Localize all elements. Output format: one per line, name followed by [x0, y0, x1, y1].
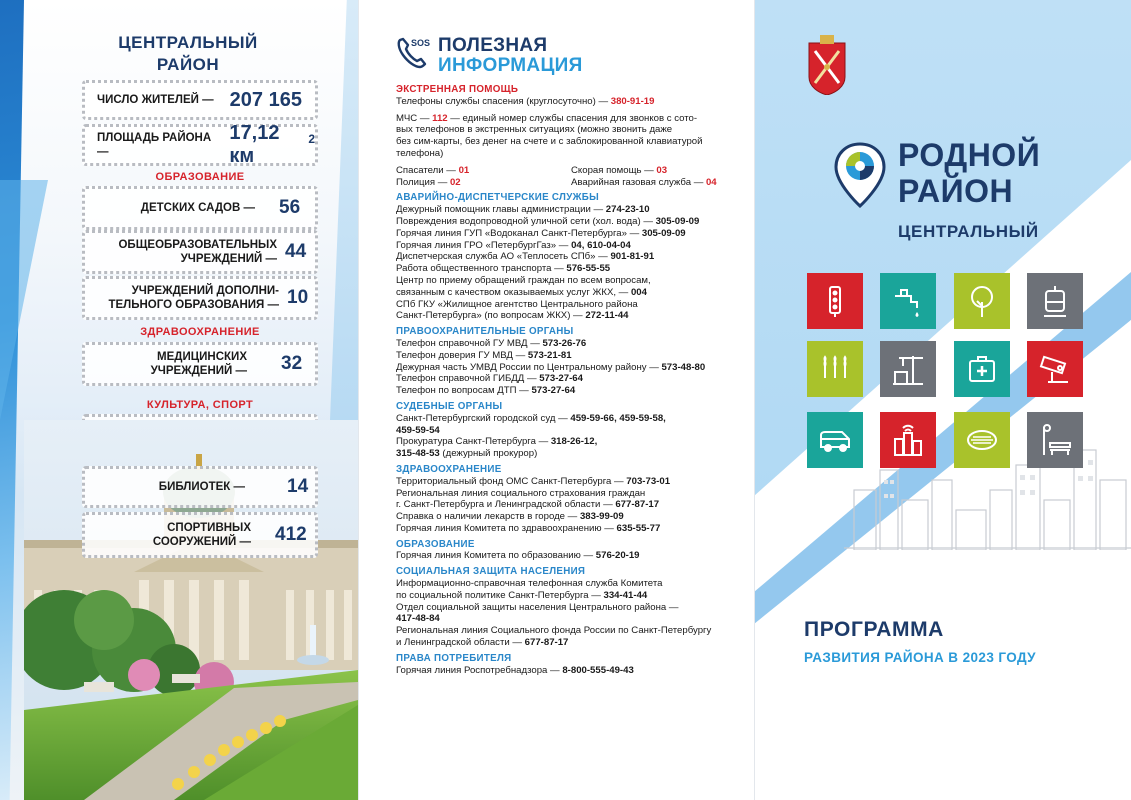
section-heading-emergency: ЭКСТРЕННАЯ ПОМОЩЬ	[396, 84, 519, 95]
quick-numbers	[396, 165, 746, 177]
info-line: Горячая линия Роспотребнадзора — 8-800-555-49-43	[396, 664, 634, 676]
info-line: Дежурный помощник главы администрации — 274-23-10	[396, 204, 650, 216]
info-line: Телефон справочной ГИБДД — 573-27-64	[396, 373, 583, 385]
stat-value: 44	[285, 241, 307, 262]
tree-icon	[965, 284, 999, 318]
phone-number: 272-11-44	[585, 310, 629, 322]
brand-subtitle: ЦЕНТРАЛЬНЫЙ	[898, 222, 1039, 241]
phone-number: 677-87-17	[615, 499, 660, 511]
section-heading-culture: КУЛЬТУРА, СПОРТ	[146, 399, 254, 411]
info-line: Прокуратура Санкт-Петербурга — 318-26-12, 315-48-53 (дежурный прокурор)	[396, 436, 598, 460]
phone-number: 8-800-555-49-43	[562, 664, 634, 676]
tile-smart-city	[880, 412, 936, 468]
info-line: Горячая линия Комитета по здравоохранению — 635-55-77	[396, 522, 661, 534]
stat-extra-education	[82, 276, 318, 320]
program-subtitle: РАЗВИТИЯ РАЙОНА В 2023 ГОДУ	[804, 650, 1036, 665]
tile-tree	[954, 273, 1010, 329]
quick-number: Аварийная газовая служба — 04	[571, 176, 717, 188]
surveillance-camera-icon	[1038, 352, 1072, 386]
construction-crane-icon	[891, 352, 925, 386]
stat-libraries	[82, 466, 318, 508]
stat-area	[82, 124, 318, 166]
brand-title: РОДНОЙ РАЙОН	[898, 137, 1041, 209]
quick-numbers	[396, 177, 746, 189]
section-heading-health: ЗДРАВООХРАНЕНИЕ	[140, 326, 260, 338]
info-line: Телефон доверия ГУ МВД — 573-21-81	[396, 349, 572, 361]
tram-icon	[1038, 284, 1072, 318]
stat-label: ПЛОЩАДЬ РАЙОНА —	[97, 132, 212, 158]
info-line: Справка о наличии лекарств в городе — 383-99-09	[396, 511, 624, 523]
info-line: Телефон справочной ГУ МВД — 573-26-76	[396, 337, 587, 349]
info-line: Информационно-справочная телефонная служба Комитета по социальной политике Санкт-Петербурга — 334-41-44	[396, 578, 663, 601]
manhole-icon	[965, 423, 999, 457]
section-heading: ЗДРАВООХРАНЕНИЕ	[396, 463, 502, 475]
coat-of-arms-icon	[807, 33, 847, 95]
info-content	[396, 84, 746, 676]
info-line: Горячая линия Комитета по образованию — 576-20-19	[396, 550, 640, 562]
tile-flowers	[807, 341, 863, 397]
tile-minibus	[807, 412, 863, 468]
phone-number: 573-26-76	[542, 337, 587, 349]
info-line: Горячая линия ГРО «ПетербургГаз» — 04, 610-04-04	[396, 239, 631, 251]
info-line: Телефон по вопросам ДТП — 573-27-64	[396, 385, 576, 397]
stat-value: 10	[287, 287, 309, 308]
info-line: Региональная линия Социального фонда России по Санкт-Петербургу и Ленинградской области — 677-87-17	[396, 625, 712, 649]
flowers-icon	[818, 352, 852, 386]
section-heading: ОБРАЗОВАНИЕ	[396, 538, 475, 550]
stat-label: ЧИСЛО ЖИТЕЛЕЙ —	[97, 94, 214, 106]
stat-label: ДЕТСКИХ САДОВ —	[140, 202, 255, 214]
phone-number: 703-73-01	[626, 475, 671, 487]
water-tap-icon	[891, 284, 925, 318]
info-line: Санкт-Петербургский городской суд — 459-59-66, 459-59-58, 459-59-54	[396, 412, 666, 436]
decorative-stripe	[330, 0, 358, 420]
stat-residents	[82, 80, 318, 120]
phone-number: 383-99-09	[579, 511, 624, 523]
stat-superscript: 2	[308, 132, 315, 146]
sos-label: SOS	[411, 38, 431, 48]
quick-number: Скорая помощь — 03	[571, 164, 668, 176]
stat-value: 56	[279, 197, 301, 218]
info-line: Региональная линия социального страхования граждан г. Санкт-Петербурга и Ленинградской области — 677-87-17	[396, 487, 660, 511]
stat-value: 207 165	[229, 88, 302, 111]
stat-value: 32	[281, 353, 303, 374]
program-title: ПРОГРАММА	[804, 618, 944, 641]
phone-number: 318-26-12, 315-48-53	[396, 436, 598, 460]
phone-number: 274-23-10	[605, 204, 650, 216]
tile-construction-crane	[880, 341, 936, 397]
info-line: Работа общественного транспорта — 576-55-55	[396, 263, 611, 275]
traffic-light-icon	[818, 284, 852, 318]
info-line: Телефоны службы спасения (круглосуточно) — 380-91-19	[396, 95, 655, 107]
info-line: Дежурная часть УМВД России по Центральному району — 573-48-80	[396, 361, 706, 373]
phone-number: 573-48-80	[661, 361, 706, 373]
phone-number: 573-27-64	[531, 385, 576, 397]
tile-first-aid-kit	[954, 341, 1010, 397]
cover-panel	[754, 0, 1131, 800]
stat-value: 14	[287, 476, 309, 497]
info-line: МЧС — 112 — единый номер службы спасения для звонков с сото- вых телефонов в экстренных ситуациях (можно звонить даже без сим-карты, без денег на счете и с заблокированной клавиатурой телефона)	[396, 112, 703, 159]
info-line: Горячая линия ГУП «Водоканал Санкт-Петербурга» — 305-09-09	[396, 227, 686, 239]
section-heading: ПРАВООХРАНИТЕЛЬНЫЕ ОРГАНЫ	[396, 326, 574, 338]
section-heading: ПРАВА ПОТРЕБИТЕЛЯ	[396, 652, 512, 664]
street-bench-icon	[1038, 423, 1072, 457]
minibus-icon	[818, 423, 852, 457]
tile-street-bench	[1027, 412, 1083, 468]
phone-number: 004	[630, 286, 647, 298]
phone-sos-icon	[394, 34, 432, 72]
phone-number: 417-48-84	[396, 613, 440, 625]
quick-number: Полиция — 02	[396, 176, 461, 188]
stat-label: УЧРЕЖДЕНИЙ ДОПОЛНИ- ТЕЛЬНОГО ОБРАЗОВАНИЯ —	[108, 285, 279, 311]
tile-manhole	[954, 412, 1010, 468]
phone-number: 334-41-44	[603, 589, 648, 601]
stat-value: 412	[275, 524, 307, 545]
smart-city-icon	[891, 423, 925, 457]
info-line: Повреждения водопроводной уличной сети (хол. вода) — 305-09-09	[396, 215, 700, 227]
stat-label: СПОРТИВНЫХ СООРУЖЕНИЙ —	[152, 522, 251, 548]
phone-number: 305-09-09	[641, 227, 686, 239]
info-line: Территориальный фонд ОМС Санкт-Петербурга — 703-73-01	[396, 475, 671, 487]
phone-number: 04, 610-04-04	[571, 239, 631, 251]
stat-value: 17,12 км	[229, 122, 280, 167]
info-line: Отдел социальной защиты населения Центрального района — 417-48-84	[396, 601, 679, 625]
section-heading: АВАРИЙНО-ДИСПЕТЧЕРСКИЕ СЛУЖБЫ	[396, 192, 600, 204]
stat-medical	[82, 342, 318, 386]
tile-water-tap	[880, 273, 936, 329]
quick-number: Спасатели — 01	[396, 164, 470, 176]
tile-tram	[1027, 273, 1083, 329]
phone-number: 459-59-66, 459-59-58, 459-59-54	[396, 412, 666, 436]
phone-number: 635-55-77	[616, 522, 661, 534]
stat-kindergartens	[82, 186, 318, 230]
district-title: ЦЕНТРАЛЬНЫЙ РАЙОН	[118, 33, 258, 74]
phone-number: 573-27-64	[539, 373, 583, 385]
phone-number: 576-55-55	[566, 263, 611, 275]
info-line: Центр по приему обращений граждан по всем вопросам, связанным с качеством оказываемых услуг ЖКХ, — 004	[396, 274, 651, 298]
phone-number: 677-87-17	[524, 637, 569, 649]
phone-number: 901-81-91	[610, 251, 655, 263]
section-heading: СУДЕБНЫЕ ОРГАНЫ	[396, 400, 503, 412]
stat-schools	[82, 230, 318, 274]
tile-traffic-light	[807, 273, 863, 329]
useful-info-panel	[358, 0, 754, 800]
panel-divider	[754, 0, 755, 800]
stat-label: БИБЛИОТЕК —	[158, 481, 245, 493]
stat-sports	[82, 512, 318, 558]
panel-divider	[358, 0, 359, 800]
info-title: ПОЛЕЗНАЯ ИНФОРМАЦИЯ	[438, 35, 583, 76]
phone-number: 573-21-81	[527, 349, 572, 361]
phone-number: 576-20-19	[595, 550, 640, 562]
first-aid-kit-icon	[965, 352, 999, 386]
info-line: СПб ГКУ «Жилищное агентство Центрального района Санкт-Петербурга» (по вопросам ЖКХ) — 272-11-44	[396, 298, 638, 322]
stat-label: ОБЩЕОБРАЗОВАТЕЛЬНЫХ УЧРЕЖДЕНИЙ —	[118, 239, 277, 265]
phone-number: 305-09-09	[655, 215, 700, 227]
stat-label: МЕДИЦИНСКИХ УЧРЕЖДЕНИЙ —	[150, 351, 247, 377]
decorative-stripe	[0, 180, 48, 420]
location-pin-icon	[832, 140, 888, 210]
section-heading: СОЦИАЛЬНАЯ ЗАЩИТА НАСЕЛЕНИЯ	[396, 566, 586, 578]
tile-surveillance-camera	[1027, 341, 1083, 397]
info-line: Диспетчерская служба АО «Теплосеть СПб» — 901-81-91	[396, 251, 655, 263]
section-heading-education: ОБРАЗОВАНИЕ	[155, 171, 245, 183]
